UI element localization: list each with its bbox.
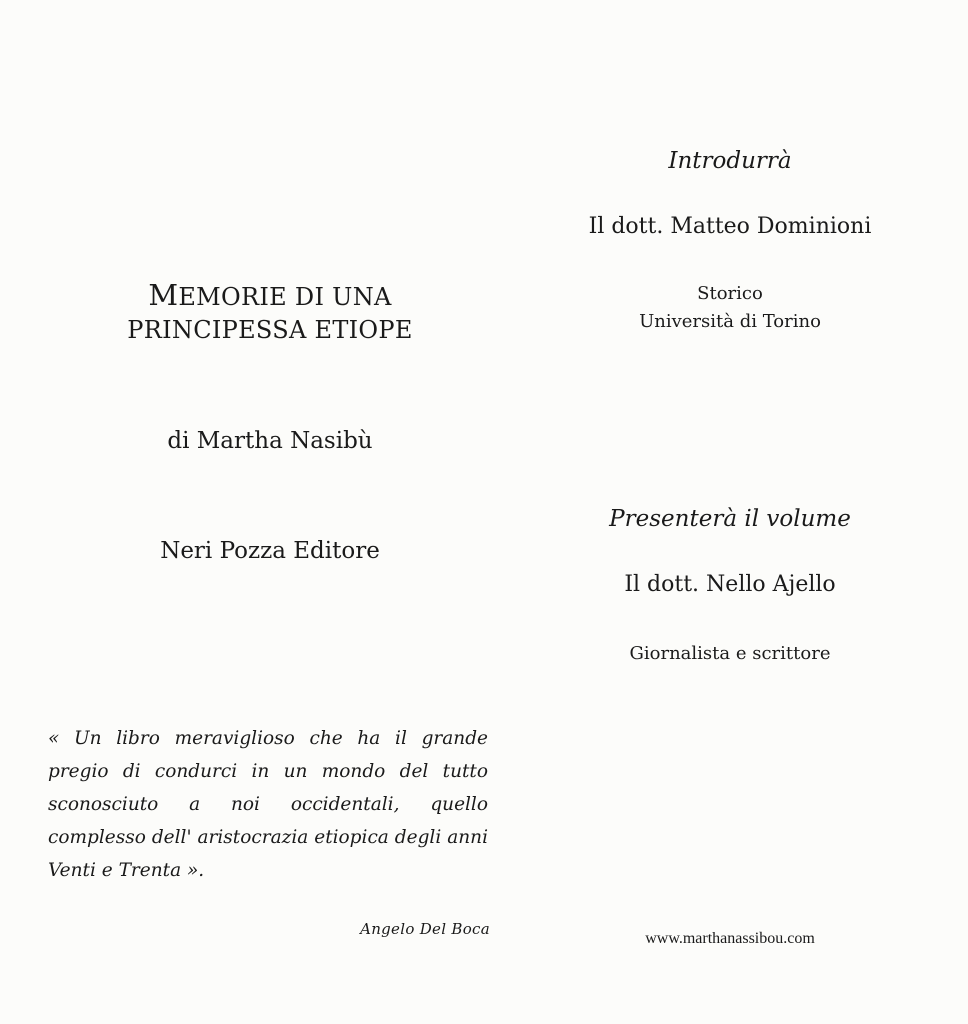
- intro-heading: Introdurrà: [668, 148, 792, 174]
- publisher: Neri Pozza Editore: [160, 538, 380, 564]
- review-quote: « Un libro meraviglioso che ha il grande pregio di condurci in un mondo del tutto sconosciuto a noi occidentali, quello complesso dell' aristocrazia etiopica degli anni Venti e Trenta ».: [48, 728, 488, 881]
- website-url[interactable]: www.marthanassibou.com: [645, 930, 815, 947]
- book-title-line-2: PRINCIPESSA ETIOPE: [127, 316, 413, 344]
- intro-speaker-affiliation: Università di Torino: [639, 311, 821, 332]
- title-initial: M: [148, 278, 179, 312]
- quote-author: Angelo Del Boca: [360, 920, 490, 938]
- presenter-role: Giornalista e scrittore: [629, 643, 831, 664]
- book-author: di Martha Nasibù: [167, 428, 373, 454]
- presenter-name: Il dott. Nello Ajello: [624, 572, 836, 597]
- right-column: [520, 0, 940, 1024]
- left-column: [40, 0, 500, 1024]
- title-rest: EMORIE DI UNA: [178, 283, 392, 311]
- intro-speaker-role: Storico: [697, 283, 763, 304]
- intro-speaker-name: Il dott. Matteo Dominioni: [588, 214, 872, 239]
- presenter-heading: Presenterà il volume: [609, 506, 851, 532]
- book-title-line-1: [40, 278, 500, 312]
